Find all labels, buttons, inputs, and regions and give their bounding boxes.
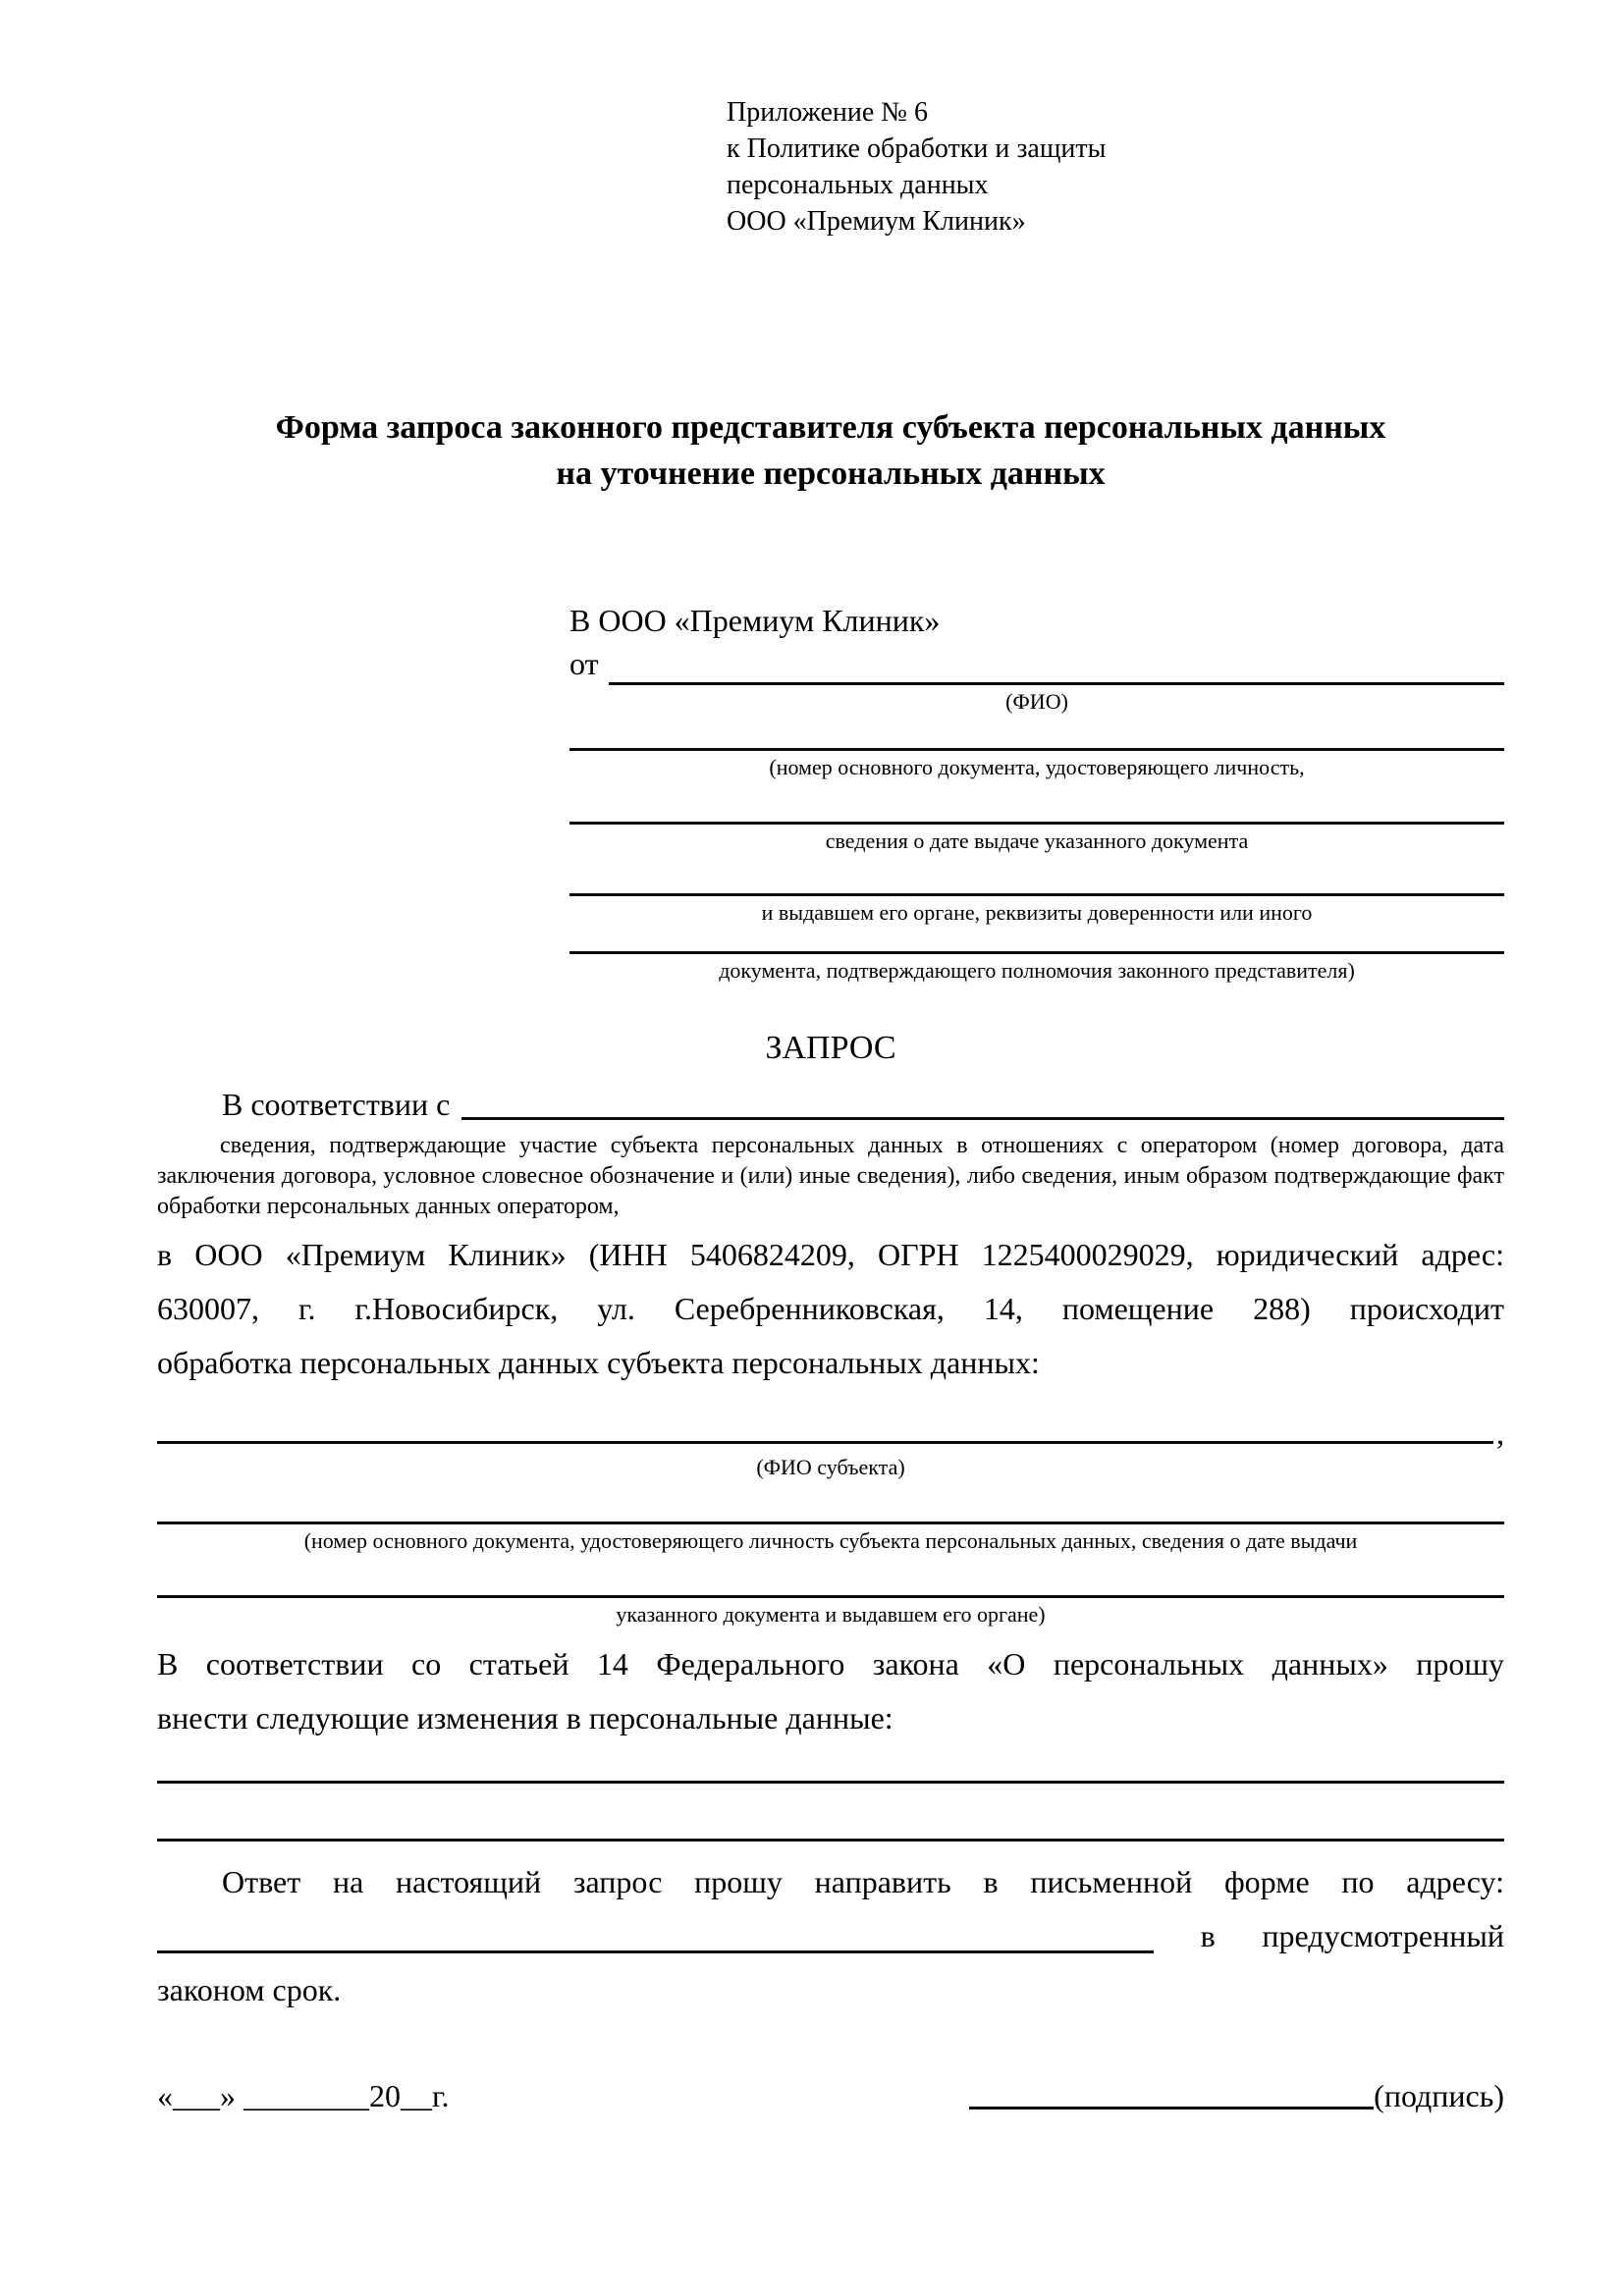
- fio-fill-line: [609, 682, 1504, 685]
- issuing-authority-fill-line: [569, 893, 1504, 896]
- annex-line-company: ООО «Премиум Клиник»: [727, 206, 1026, 237]
- answer-address-fill-line: [157, 1950, 1154, 1953]
- issue-date-caption: сведения о дате выдаче указанного документа: [825, 828, 1249, 853]
- law-paragraph-line-1: В соответствии со статьей 14 Федерального закона «О персональных данных» прошу: [157, 1646, 1504, 1682]
- doc-number-caption: (номер основного документа, удостоверяющего личность,: [769, 755, 1305, 779]
- answer-line-1: Ответ на настоящий запрос прошу направить в письменной форме по адресу:: [222, 1864, 1504, 1899]
- date-line: «___» ________20__г.: [157, 2078, 450, 2113]
- answer-word-predusmotrenny: предусмотренный: [1262, 1918, 1504, 1953]
- answer-address-row: [157, 1909, 1504, 1963]
- annex-header: [727, 94, 1504, 240]
- addressee-company: В ООО «Премиум Клиник»: [569, 603, 941, 638]
- answer-word-v: в: [1200, 1918, 1216, 1953]
- from-label: от: [569, 646, 599, 681]
- operator-paragraph-line-3: обработка персональных данных субъекта персональных данных:: [157, 1345, 1040, 1380]
- subject-fio-fill-line: [157, 1441, 1493, 1444]
- intro-label: В соответствии с: [222, 1087, 451, 1122]
- subject-doc-caption-1: (номер основного документа, удостоверяющего личность субъекта персональных данных, сведения о дате выдачи: [303, 1528, 1358, 1553]
- issue-date-fill-line: [569, 822, 1504, 825]
- intro-row: [157, 1082, 1504, 1127]
- small-note-line-1: сведения, подтверждающие участие субъекта персональных данных в отношениях с оператором (номер договора, дата: [220, 1133, 1504, 1158]
- authority-doc-caption: документа, подтверждающего полномочия законного представителя): [719, 958, 1355, 983]
- basis-fill-line: [461, 1117, 1504, 1120]
- subject-doc-fill-line-2: [157, 1595, 1504, 1598]
- small-note-line-2: заключения договора, условное словесное обозначение и (или) иные сведения), либо сведения, иным образом подтверждающие факт: [157, 1163, 1504, 1189]
- changes-fill-line-1: [157, 1781, 1504, 1784]
- answer-line-3: законом срок.: [157, 1972, 342, 2007]
- request-heading: ЗАПРОС: [765, 1030, 896, 1066]
- operator-paragraph-line-2: 630007, г. г.Новосибирск, ул. Серебренниковская, 14, помещение 288) происходит: [157, 1291, 1504, 1326]
- page-title-line-2: на уточнение персональных данных: [556, 455, 1106, 492]
- law-paragraph: [157, 1637, 1504, 1745]
- signature-fill-line: [969, 2107, 1374, 2109]
- operator-paragraph: [157, 1228, 1504, 1390]
- annex-line-personal-data: персональных данных: [727, 170, 989, 200]
- annex-line-number: Приложение № 6: [727, 97, 928, 128]
- page-title: [157, 404, 1504, 497]
- subject-doc-fill-line-1: [157, 1522, 1504, 1524]
- date-signature-row: [157, 2074, 1504, 2117]
- law-paragraph-line-2: внести следующие изменения в персональные данные:: [157, 1700, 893, 1735]
- from-row: [569, 642, 1504, 685]
- doc-number-fill-line: [569, 748, 1504, 751]
- subject-fio-comma: ,: [1496, 1415, 1504, 1451]
- operator-paragraph-line-1: в ООО «Премиум Клиник» (ИНН 5406824209, ОГРН 1225400029029, юридический адрес:: [157, 1237, 1504, 1272]
- small-note-line-3: обработки персональных данных оператором,: [157, 1194, 620, 1219]
- issuing-authority-caption: и выдавшем его органе, реквизиты доверенности или иного: [761, 900, 1313, 925]
- signature-group: [969, 2074, 1504, 2117]
- subject-fio-row: [157, 1415, 1504, 1451]
- page-title-line-1: Форма запроса законного представителя субъекта персональных данных: [275, 409, 1386, 446]
- authority-doc-fill-line: [569, 951, 1504, 954]
- small-note: [157, 1131, 1504, 1222]
- fio-caption: (ФИО): [1005, 689, 1068, 714]
- addressee-block: [569, 599, 1504, 984]
- changes-fill-line-2: [157, 1839, 1504, 1842]
- signature-caption: (подпись): [1374, 2078, 1504, 2113]
- subject-fio-caption: (ФИО субъекта): [756, 1455, 905, 1479]
- subject-doc-caption-2: указанного документа и выдавшем его органе): [616, 1602, 1046, 1627]
- annex-line-policy: к Политике обработки и защиты: [727, 133, 1107, 164]
